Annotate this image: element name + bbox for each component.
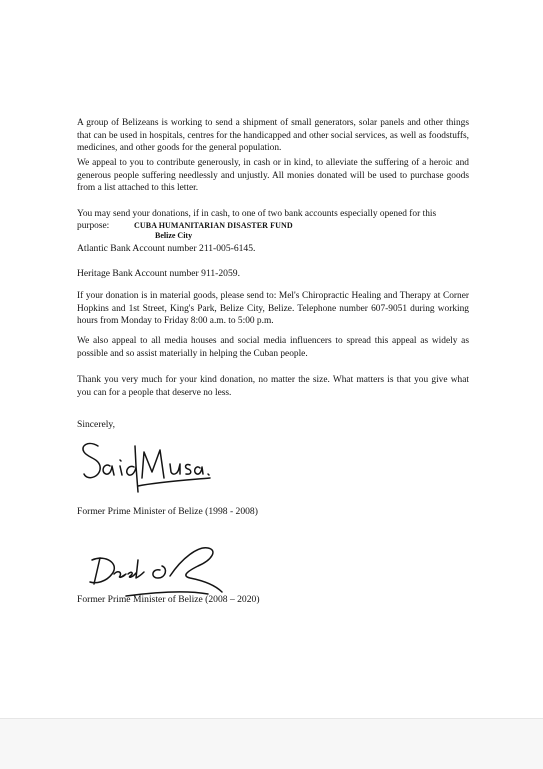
fund-name: CUBA HUMANITARIAN DISASTER FUND [134, 221, 293, 230]
paragraph-material-goods: If your donation is in material goods, please send to: Mel's Chiropractic Healing and Therapy at Corner Hopkins and 1st Street, King's Park, Belize City, Belize. Telephone number 607-9051 during working hours from Monday to Friday 8:00 a.m. to 5:00 p.m. [77, 291, 469, 327]
paragraph-thanks: Thank you very much for your kind donation, no matter the size. What matters is that you give what you can for a people that deserve no less. [77, 375, 469, 398]
paragraph-media-appeal: We also appeal to all media houses and social media influencers to spread this appeal as widely as possible and so assist materially in helping the Cuban people. [77, 336, 469, 359]
paragraph-appeal: We appeal to you to contribute generously, in cash or in kind, to alleviate the suffering of a heroic and generous people suffering needlessly and unjustly. All monies donated will be used to purchase goods from a list attached to this letter. [77, 158, 469, 194]
paragraph-donations-cash: You may send your donations, if in cash, to one of two bank accounts especially opened for this [77, 209, 437, 219]
atlantic-bank-account: Atlantic Bank Account number 211-005-6145. [77, 243, 256, 254]
page-bottom-margin [0, 718, 543, 769]
paragraph-shipment: A group of Belizeans is working to send a shipment of small generators, solar panels and other things that can be used in hospitals, centres for the handicapped and other social services, as well as foodstuffs, medicines, and other goods for the general population. [77, 118, 469, 154]
signature-said-musa [78, 438, 218, 502]
purpose-label: purpose: [77, 221, 110, 231]
heritage-bank-account: Heritage Bank Account number 911-2059. [77, 268, 240, 279]
fund-city: Belize City [155, 231, 193, 240]
signatory-1-title: Former Prime Minister of Belize (1998 - 2008) [77, 506, 258, 517]
signatory-2-title: Former Prime Minister of Belize (2008 – 2020) [77, 594, 260, 605]
closing: Sincerely, [77, 419, 116, 430]
